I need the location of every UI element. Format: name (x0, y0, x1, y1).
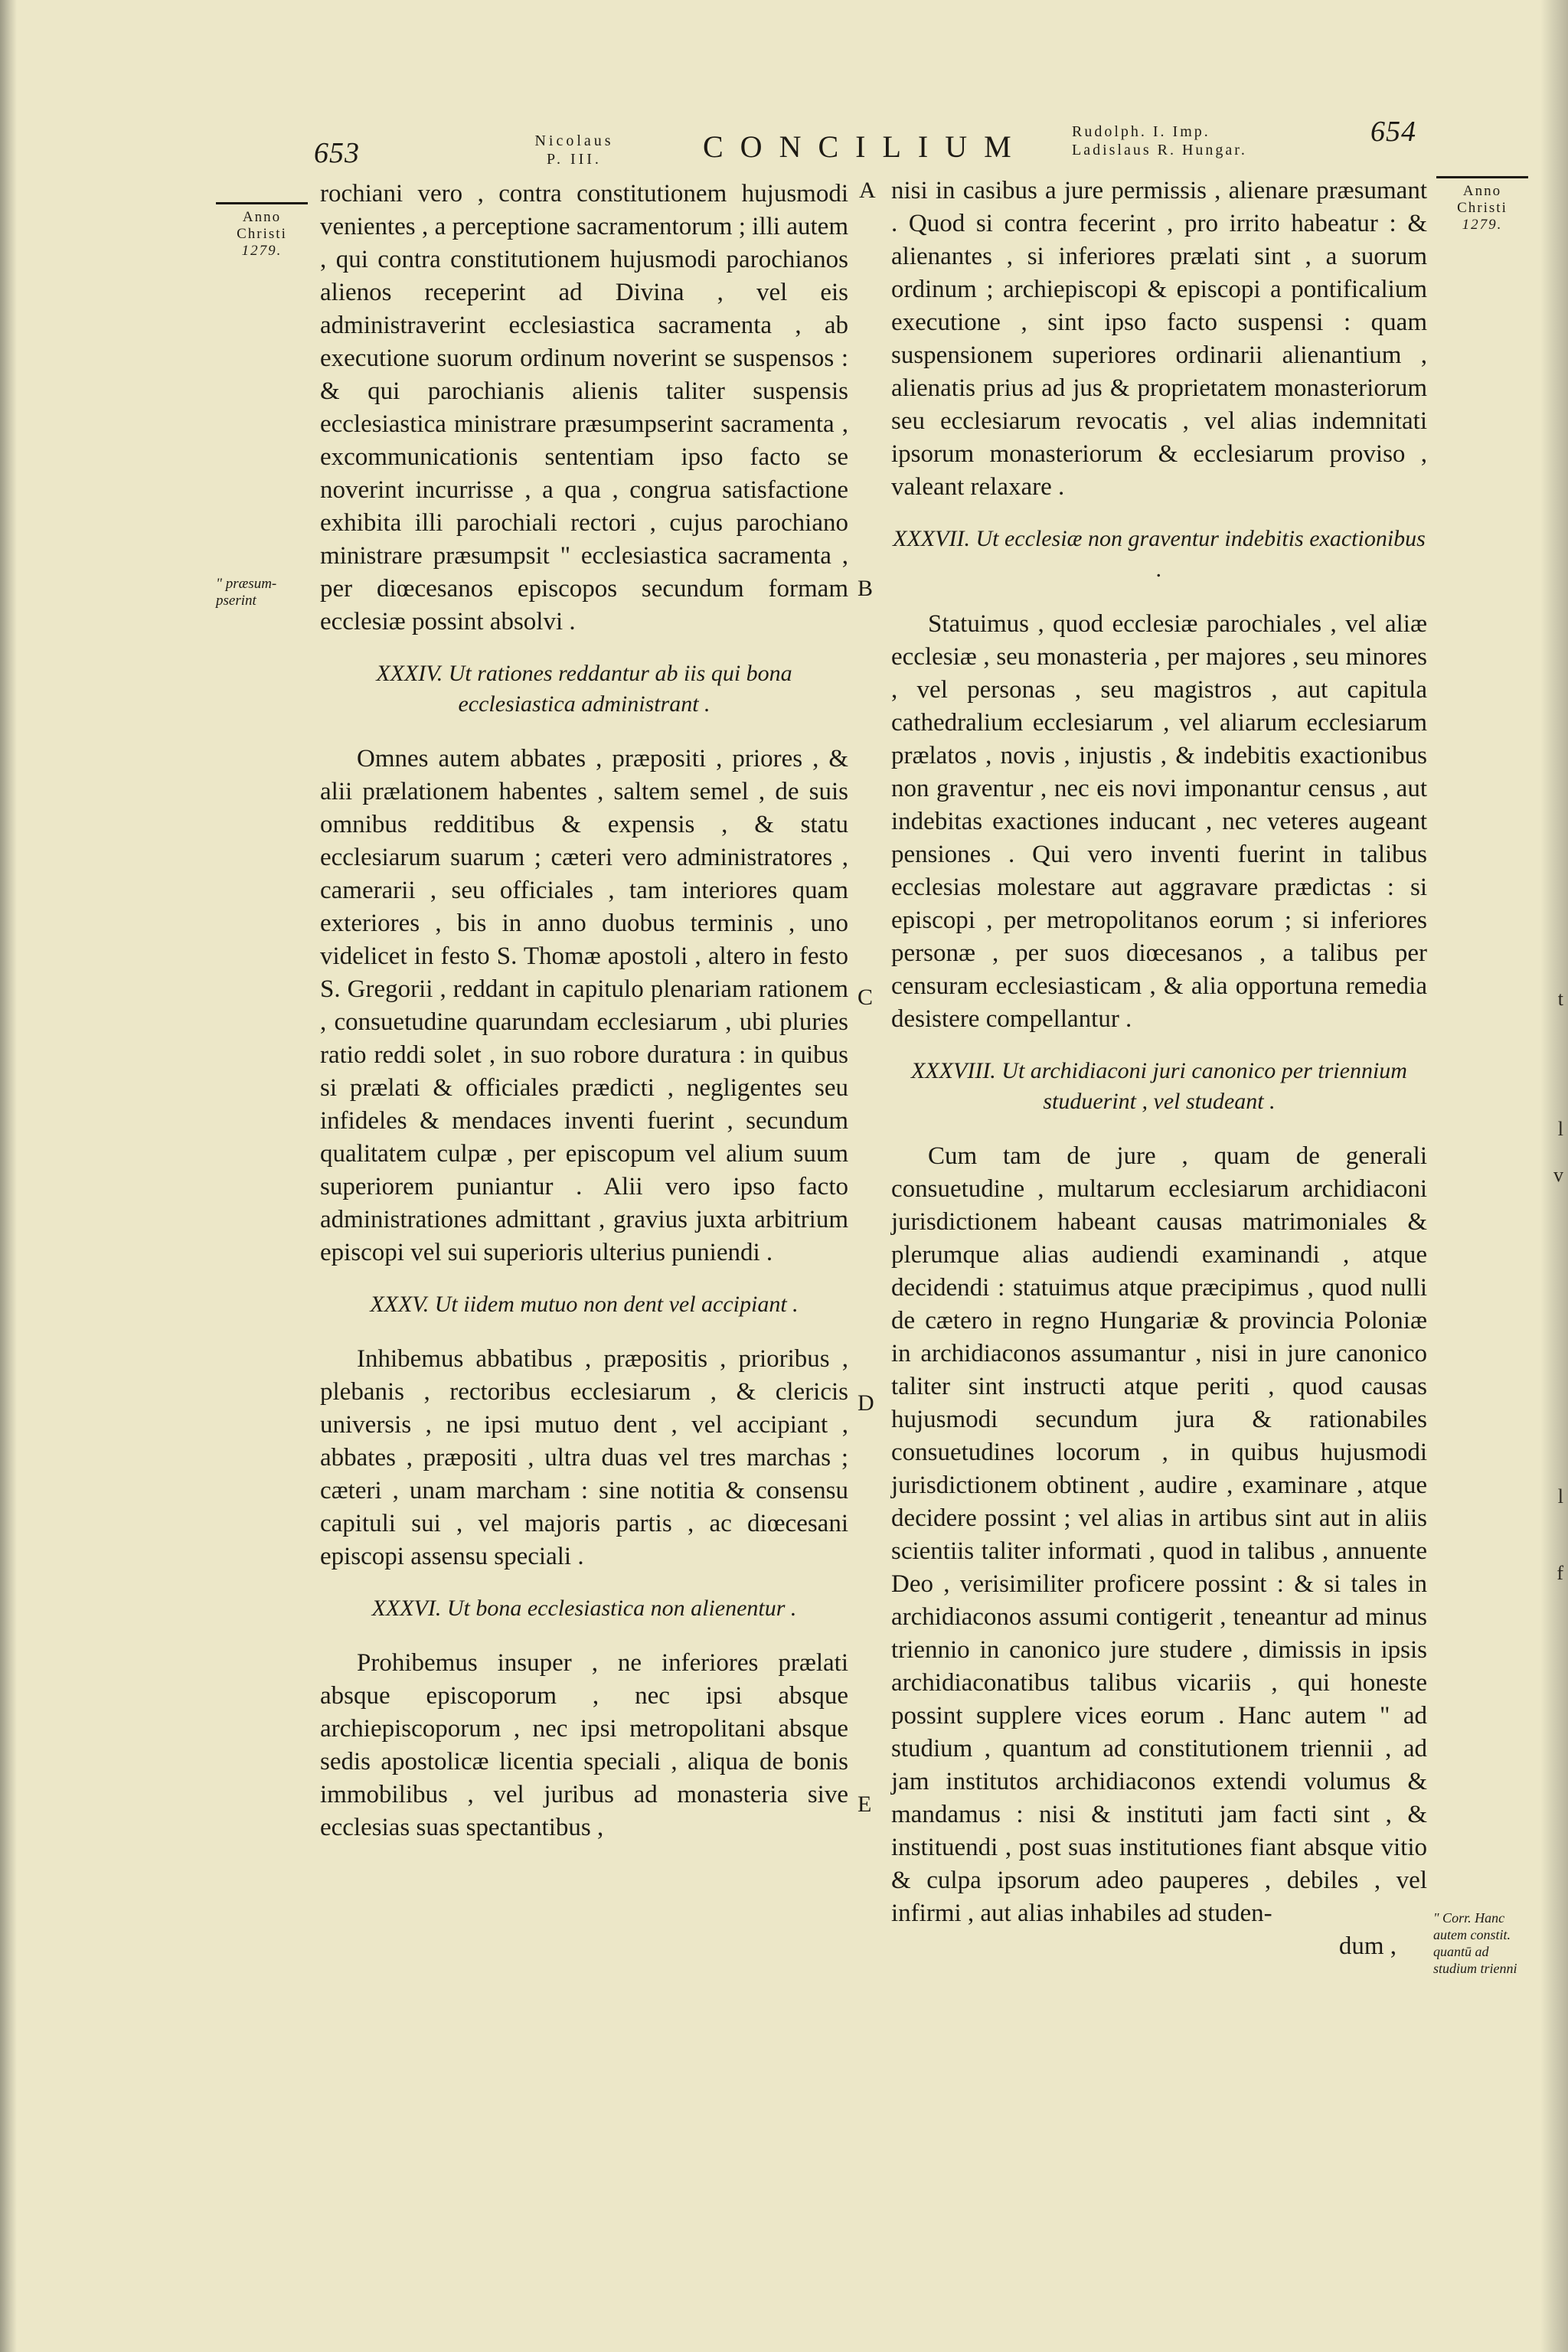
anno-christi-right (1436, 176, 1528, 234)
paragraph: nisi in casibus a jure permissis , alienare præsumant . Quod si contra fecerint , pro irrito habeatur : & alienantes , si inferiores prælati sint , a suorum ordinum ; archiepiscopi & episcopi a pontificalium executione , sint ipso facto suspensi : quam suspensionem superiores ordinarii alienantium , alienatis prius ad jus & proprietatem monasteriorum seu ecclesiarum revocatis , vel alias indemnitati ipsorum monasteriorum & ecclesiarum proviso , valeant relaxare . (891, 177, 1427, 501)
section-letter-c: C (858, 985, 874, 1010)
left-running-head (505, 132, 643, 168)
adjacent-page-glyph: l (1557, 1118, 1563, 1140)
anno-christi-left (216, 202, 308, 260)
chapter-heading: XXXIV. Ut rationes reddantur ab iis qui bona ecclesiastica administrant . (376, 661, 792, 717)
paragraph: Statuimus , quod ecclesiæ parochiales , vel aliæ ecclesiæ , seu monasteria , per majores , seu minores , vel personas , seu magistros , aut capitula cathedralium ecclesiarum , vel aliarum ecclesiarum prælatos , novis , injustis , & indebitis exactionibus non graventur , nec eis novi imponantur census , aut indebitas exactiones inducant , nec veteres augeant pensiones . Qui vero inventi fuerint in talibus ecclesias molestare aut aggravare prædictas : si episcopi , per metropolitanos eorum ; si inferiores personæ , per suos diœcesanos , a talibus per censuram ecclesiasticam , & alia opportuna remedia desistere compellantur . (891, 610, 1427, 1033)
section-letter-e: E (858, 1792, 872, 1817)
paragraph: Cum tam de jure , quam de generali consuetudine , multarum ecclesiarum archidiaconi jurisdictionem habeant causas matrimoniales & plerumque alias audiendi examinandi , atque decidendi : statuimus atque præcipimus , quod nulli de cætero in regno Hungariæ & provincia Poloniæ in archidiaconos assumantur , nisi in jure canonico taliter sint instructi atque periti , quod causas hujusmodi secundum jura & rationabiles consuetudines locorum , in quibus hujusmodi jurisdictionem obtinent , audire , examinare , atque decidere possint ; vel alias in artibus sint aut in aliis scientiis taliter informati , quod in talibus , annuente Deo , verisimiliter proficere possint : & si tales in archidiaconos assumi contigerit , teneantur ad minus triennio in canonico jure studere , dimissis in ipsis archidiaconatibus talibus vicariis , qui honeste possint supplere vices eorum . Hanc autem " ad studium , quantum ad constitutionem triennii , ad jam institutos archidiaconos extendi volumus & mandamus : nisi & instituti jam facti sint , & instituendi , post suas institutiones fiant absque vitio & culpa ipsorum adeo pauperes , debiles , vel infirmi , aut alias inhabiles ad studen- (891, 1142, 1427, 1927)
chapter-heading: XXXV. Ut iidem mutuo non dent vel accipiant . (370, 1292, 799, 1317)
left-running-head-line2: P. III. (547, 151, 602, 168)
right-column (891, 175, 1427, 1963)
year-label: 1279. (1462, 217, 1503, 233)
right-running-head (1072, 122, 1325, 159)
adjacent-page-glyph: l (1557, 1485, 1563, 1508)
adjacent-page-glyph: t (1557, 988, 1563, 1010)
right-page-number: 654 (1370, 116, 1416, 148)
anno-label: Anno (1462, 183, 1502, 199)
year-label: 1279. (241, 243, 283, 259)
adjacent-page-glyph: v (1553, 1164, 1563, 1186)
paragraph: Prohibemus insuper , ne inferiores prælati absque episcoporum , nec ipsi absque archiepiscoporum , nec ipsi metropolitani absque sedis apostolicæ licentia speciali , aliqua de bonis immobilibus , vel juribus ad monasteria sive ecclesias suas spectantibus , (320, 1649, 848, 1841)
chapter-heading: XXXVIII. Ut archidiaconi juri canonico per triennium studuerint , vel studeant . (911, 1058, 1407, 1114)
right-running-head-line2: Ladislaus R. Hungar. (1072, 142, 1247, 158)
section-letter-b: B (858, 576, 874, 601)
left-running-head-line1: Nicolaus (534, 132, 614, 149)
adjacent-page-glyph: f (1557, 1562, 1563, 1584)
paragraph: Omnes autem abbates , præpositi , priores , & alii prælationem habentes , saltem semel , de suis omnibus redditibus & expensis , & statu ecclesiarum suarum ; cæteri vero administratores , camerarii , seu officiales , tam interiores quam exteriores , bis in anno duobus terminis , uno videlicet in festo S. Thomæ apostoli , altero in festo S. Gregorii , reddant in capitulo plenariam rationem , consuetudine quarundam ecclesiarum , ubi pluries ratio reddi solet , in suo robore duratura : in quibus si prælati & officiales prædicti , negligentes seu infideles & mendaces inventi fuerint , secundum qualitatem culpæ , per episcopum vel alium suum superiorem puniantur . Alii vero ipso facto administrationes admittant , gravius juxta arbitrium episcopi vel sui superioris ulterius puniendi . (320, 745, 848, 1266)
page-title: CONCILIUM (703, 129, 1028, 164)
section-letter-d: D (858, 1390, 874, 1416)
section-letter-a: A (859, 178, 876, 203)
chapter-heading: XXXVI. Ut bona ecclesiastica non alienentur . (371, 1596, 797, 1621)
anno-label: Anno (242, 209, 282, 225)
margin-note-right: " Corr. Hanc autem constit. quantū ad studium trienni (1433, 1910, 1517, 1976)
christi-label: Christi (237, 226, 287, 242)
christi-label: Christi (1457, 200, 1508, 216)
paragraph: Inhibemus abbatibus , præpositis , prioribus , plebanis , rectoribus ecclesiarum , & clericis universis , ne ipsi mutuo dent , vel accipiant , abbates , præpositi , ultra duas vel tres marchas ; cæteri , unam marcham : sine notitia & consensu capituli sui , vel majoris partis , ac diœcesani episcopi assensu speciali . (320, 1345, 848, 1570)
margin-note-left: " præsum-pserint (216, 576, 277, 609)
margin-rule (216, 202, 308, 204)
left-page-number: 653 (314, 137, 360, 169)
left-column (320, 178, 848, 1844)
margin-rule (1436, 176, 1528, 178)
chapter-heading: XXXVII. Ut ecclesiæ non graventur indebitis exactionibus . (893, 526, 1426, 582)
paragraph: rochiani vero , contra constitutionem hujusmodi venientes , a perceptione sacramentorum ; illi autem , qui contra constitutionem hujusmodi parochianos alienos receperint ad Divina , vel eis administraverint ecclesiastica sacramenta , ab executione suorum ordinum noverint se suspensos : & qui parochianis alienis taliter suspensis ecclesiastica ministrare præsumpserint sacramenta , excommunicationis sententiam ipso facto se noverint incurrisse , a qua , congrua satisfactione exhibita illi parochiali rectori , cujus parochiano ministrare præsumpsit " ecclesiastica sacramenta , per diœcesanos episcopos secundum formam ecclesiæ possint absolvi . (320, 180, 848, 635)
page-edge-left (0, 0, 17, 2352)
catchword: dum , (1338, 1932, 1396, 1960)
right-running-head-line1: Rudolph. I. Imp. (1072, 123, 1210, 140)
